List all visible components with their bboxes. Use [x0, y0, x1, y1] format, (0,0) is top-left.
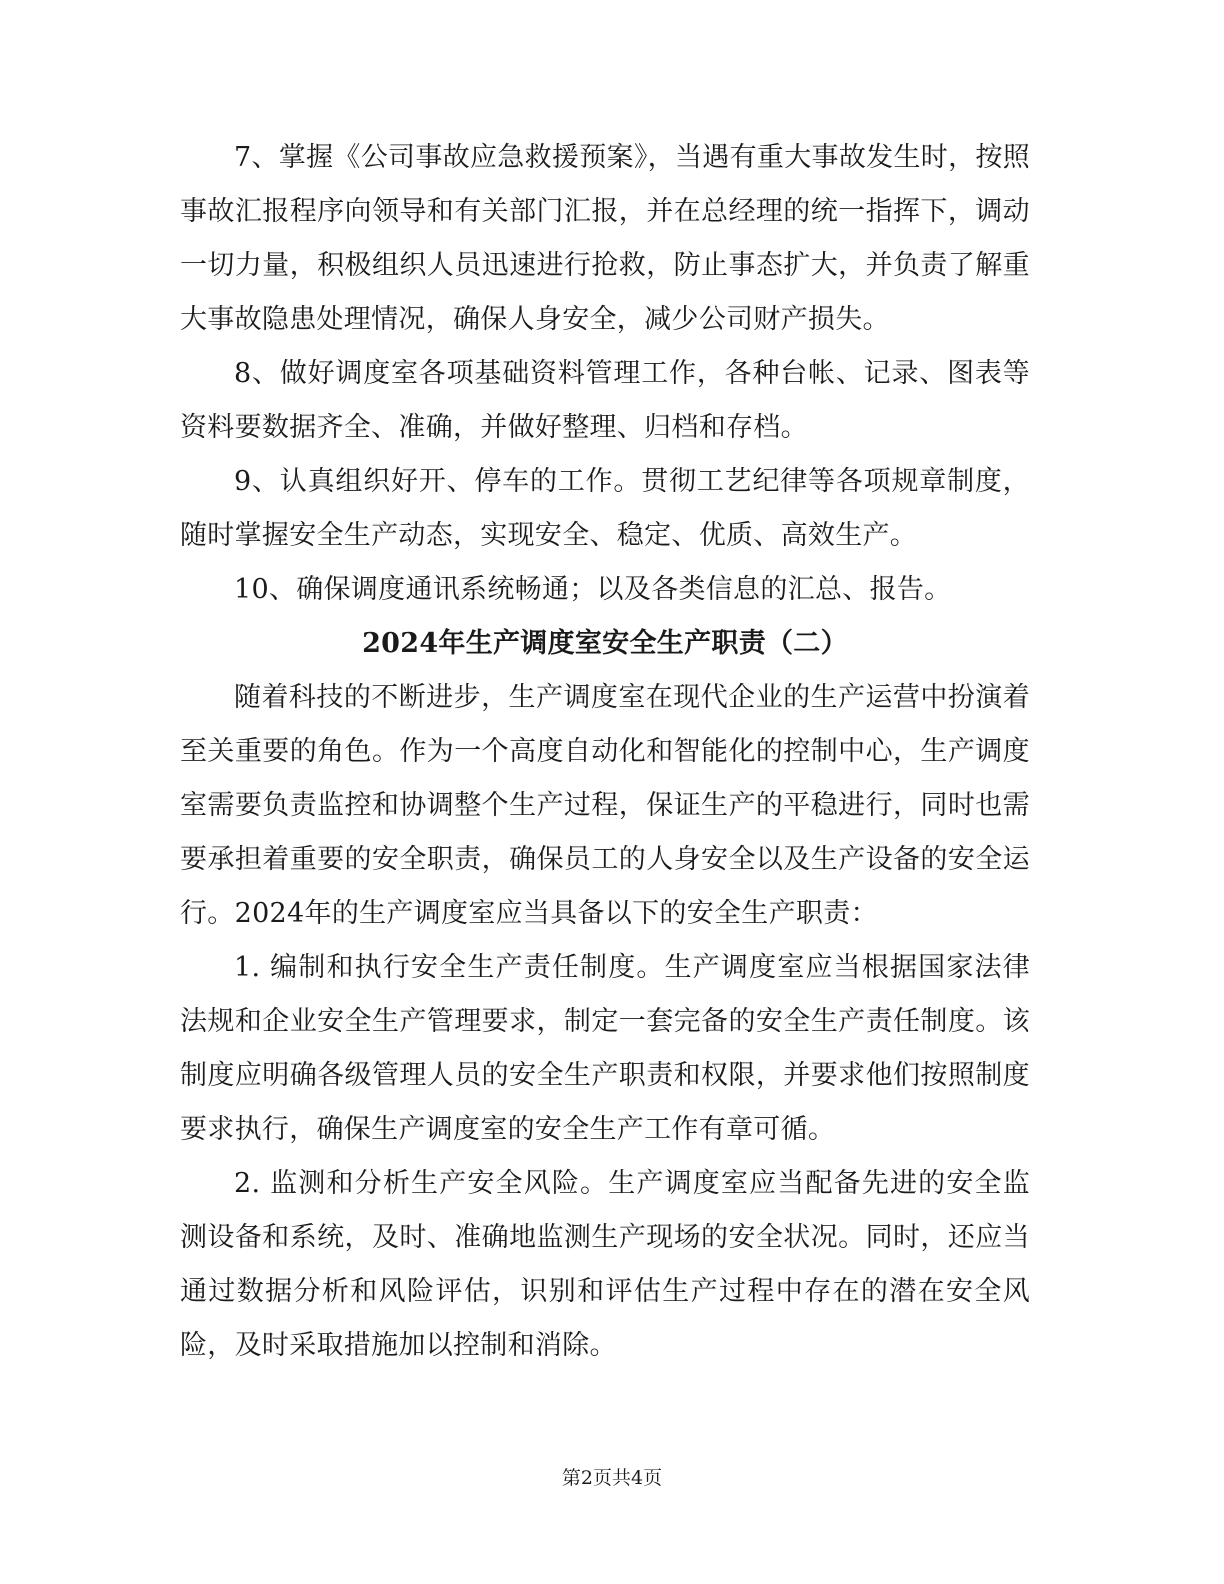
- page-number-footer: 第2页共4页: [561, 1467, 663, 1489]
- duty-paragraph-2: 2. 监测和分析生产安全风险。生产调度室应当配备先进的安全监测设备和系统，及时、准确地监测生产现场的安全状况。同时，还应当通过数据分析和风险评估，识别和评估生产过程中存在的潜在安全风险，及时采取措施加以控制和消除。: [180, 1168, 1030, 1361]
- paragraph-item-10: 10、确保调度通讯系统畅通；以及各类信息的汇总、报告。: [234, 574, 952, 605]
- section-intro-paragraph: 随着科技的不断进步，生产调度室在现代企业的生产运营中扮演着至关重要的角色。作为一个高度自动化和智能化的控制中心，生产调度室需要负责监控和协调整个生产过程，保证生产的平稳进行，同时也需要承担着重要的安全职责，确保员工的人身安全以及生产设备的安全运行。2024年的生产调度室应当具备以下的安全生产职责：: [180, 682, 1030, 929]
- paragraph-item-9: 9、认真组织好开、停车的工作。贯彻工艺纪律等各项规章制度，随时掌握安全生产动态，实现安全、稳定、优质、高效生产。: [180, 466, 1030, 551]
- document-body: [180, 131, 1030, 1373]
- duty-paragraph-1: 1. 编制和执行安全生产责任制度。生产调度室应当根据国家法律法规和企业安全生产管理要求，制定一套完备的安全生产责任制度。该制度应明确各级管理人员的安全生产职责和权限，并要求他们按照制度要求执行，确保生产调度室的安全生产工作有章可循。: [180, 952, 1030, 1145]
- section-title: 2024年生产调度室安全生产职责（二）: [362, 628, 848, 659]
- paragraph-item-7: 7、掌握《公司事故应急救援预案》，当遇有重大事故发生时，按照事故汇报程序向领导和有关部门汇报，并在总经理的统一指挥下，调动一切力量，积极组织人员迅速进行抢救，防止事态扩大，并负责了解重大事故隐患处理情况，确保人身安全，减少公司财产损失。: [180, 142, 1030, 335]
- paragraph-item-8: 8、做好调度室各项基础资料管理工作，各种台帐、记录、图表等资料要数据齐全、准确，并做好整理、归档和存档。: [180, 358, 1030, 443]
